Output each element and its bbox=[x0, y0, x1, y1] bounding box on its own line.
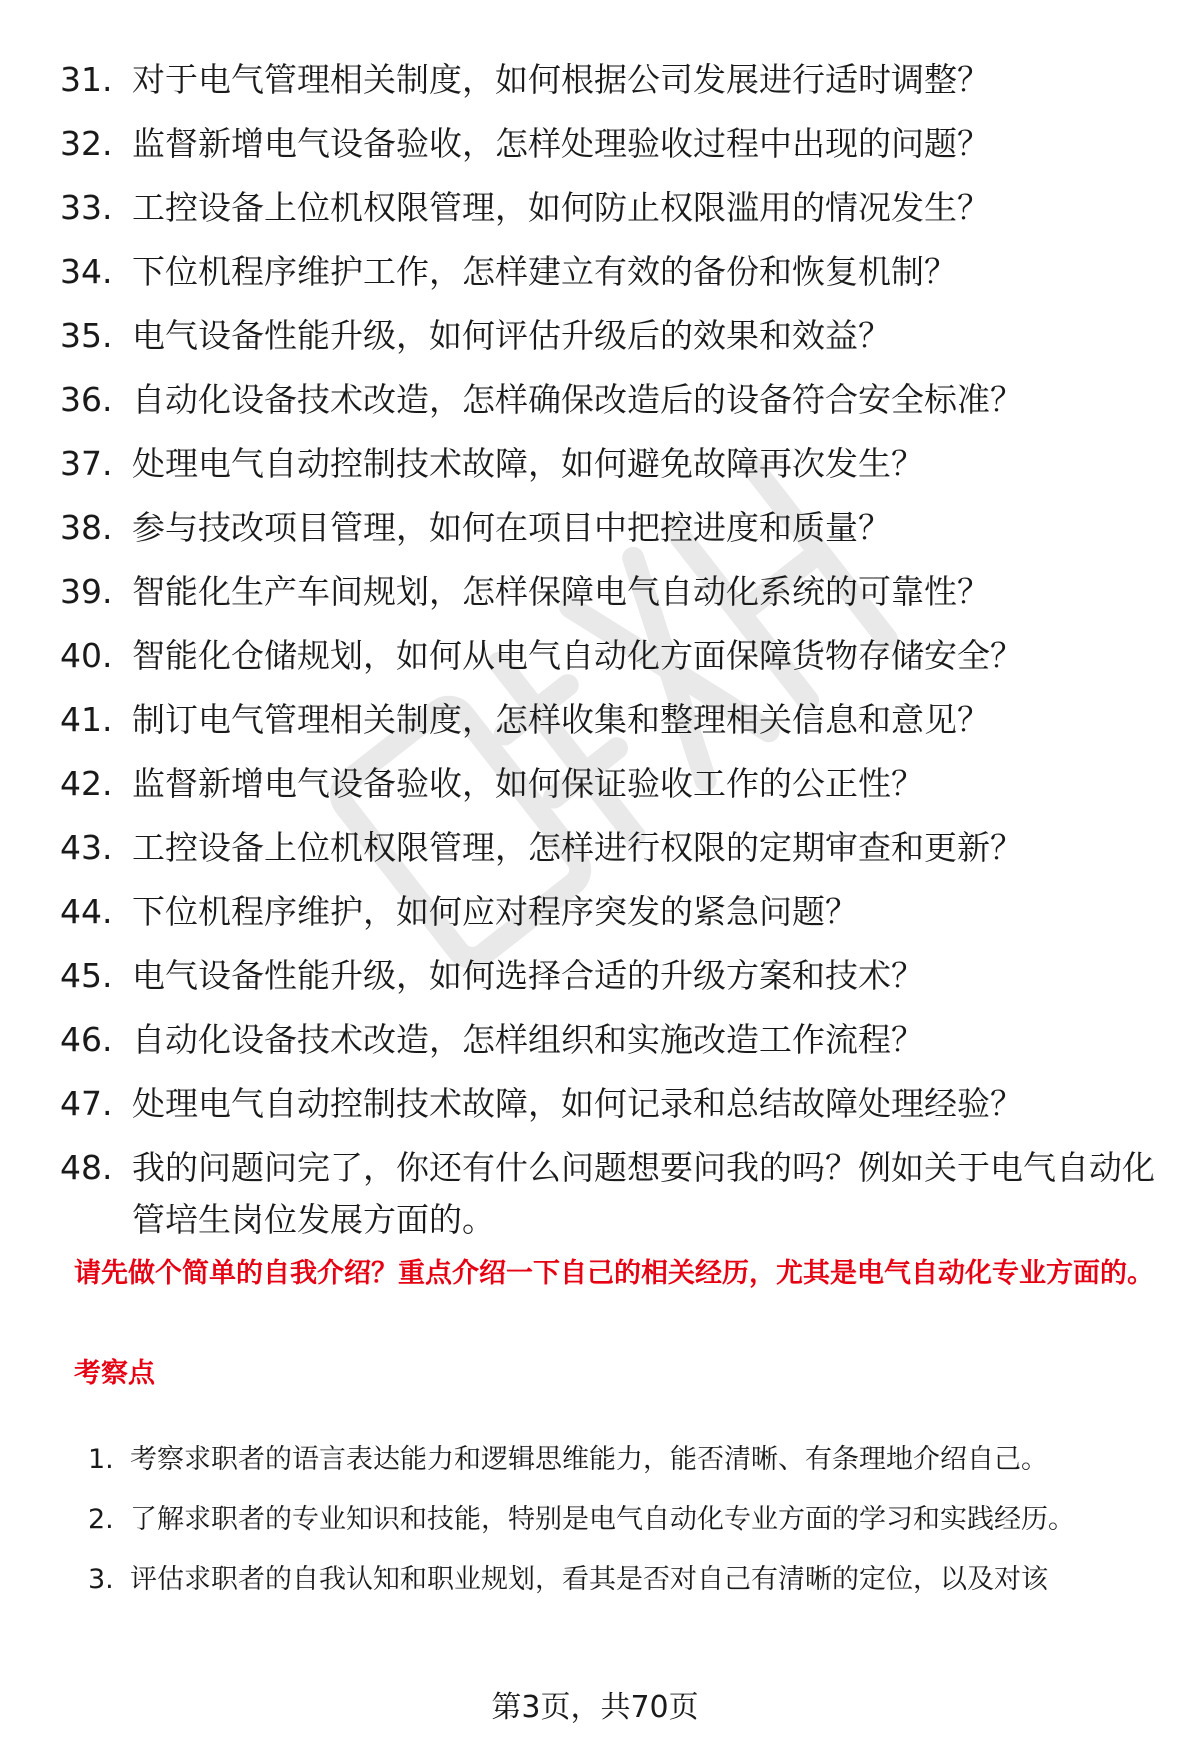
list-item-text: 工控设备上位机权限管理，怎样进行权限的定期审查和更新？ bbox=[132, 828, 1023, 867]
list-item-text: 监督新增电气设备验收，怎样处理验收过程中出现的问题？ bbox=[132, 124, 990, 163]
list-item-text: 自动化设备技术改造，怎样确保改造后的设备符合安全标准？ bbox=[132, 380, 1023, 419]
list-item-number: 45. bbox=[60, 956, 113, 995]
list-item bbox=[60, 304, 1160, 368]
section-subheading: 考察点 bbox=[74, 1358, 155, 1389]
page-number: 第3页，共70页 bbox=[491, 1690, 699, 1725]
list-item-number: 35. bbox=[60, 316, 113, 355]
list-item-text: 我的问题问完了，你还有什么问题想要问我的吗？例如关于电气自动化管培生岗位发展方面的。 bbox=[132, 1148, 1155, 1239]
question-heading: 请先做个简单的自我介绍？重点介绍一下自己的相关经历，尤其是电气自动化专业方面的。 bbox=[74, 1258, 1154, 1289]
list-item-number: 46. bbox=[60, 1020, 113, 1059]
list-item-number: 39. bbox=[60, 572, 113, 611]
list-item-text: 参与技改项目管理，如何在项目中把控进度和质量？ bbox=[132, 508, 891, 547]
list-item-text: 下位机程序维护，如何应对程序突发的紧急问题？ bbox=[132, 892, 858, 931]
list-item bbox=[60, 496, 1160, 560]
list-item-text: 工控设备上位机权限管理，如何防止权限滥用的情况发生？ bbox=[132, 188, 990, 227]
list-item-text: 智能化生产车间规划，怎样保障电气自动化系统的可靠性？ bbox=[132, 572, 990, 611]
list-item-text: 对于电气管理相关制度，如何根据公司发展进行适时调整？ bbox=[132, 60, 990, 99]
list-item-text: 处理电气自动控制技术故障，如何记录和总结故障处理经验？ bbox=[132, 1084, 1023, 1123]
list-item-number: 3. bbox=[88, 1564, 114, 1595]
list-item-number: 40. bbox=[60, 636, 113, 675]
list-item bbox=[88, 1490, 1168, 1550]
list-item-number: 38. bbox=[60, 508, 113, 547]
list-item-text: 制订电气管理相关制度，怎样收集和整理相关信息和意见？ bbox=[132, 700, 990, 739]
list-item bbox=[60, 432, 1160, 496]
list-item-text: 考察求职者的语言表达能力和逻辑思维能力，能否清晰、有条理地介绍自己。 bbox=[130, 1444, 1048, 1475]
list-item-text: 电气设备性能升级，如何选择合适的升级方案和技术？ bbox=[132, 956, 924, 995]
list-item bbox=[60, 1142, 1160, 1246]
list-item-number: 33. bbox=[60, 188, 113, 227]
assessment-points-list bbox=[88, 1430, 1168, 1610]
list-item bbox=[60, 240, 1160, 304]
list-item bbox=[60, 880, 1160, 944]
question-list bbox=[60, 48, 1160, 1246]
list-item-text: 下位机程序维护工作，怎样建立有效的备份和恢复机制？ bbox=[132, 252, 957, 291]
list-item bbox=[88, 1430, 1168, 1490]
list-item-number: 42. bbox=[60, 764, 113, 803]
list-item bbox=[60, 48, 1160, 112]
list-item bbox=[60, 176, 1160, 240]
list-item bbox=[60, 944, 1160, 1008]
list-item-number: 37. bbox=[60, 444, 113, 483]
list-item-number: 32. bbox=[60, 124, 113, 163]
list-item bbox=[60, 560, 1160, 624]
list-item-text: 智能化仓储规划，如何从电气自动化方面保障货物存储安全？ bbox=[132, 636, 1023, 675]
list-item-number: 34. bbox=[60, 252, 113, 291]
list-item-text: 自动化设备技术改造，怎样组织和实施改造工作流程？ bbox=[132, 1020, 924, 1059]
list-item bbox=[60, 1008, 1160, 1072]
list-item-number: 2. bbox=[88, 1504, 114, 1535]
list-item-number: 43. bbox=[60, 828, 113, 867]
list-item-number: 31. bbox=[60, 60, 113, 99]
list-item-number: 48. bbox=[60, 1148, 113, 1187]
list-item bbox=[60, 1072, 1160, 1136]
list-item bbox=[60, 752, 1160, 816]
list-item-text: 评估求职者的自我认知和职业规划，看其是否对自己有清晰的定位，以及对该 bbox=[130, 1564, 1048, 1595]
list-item-number: 36. bbox=[60, 380, 113, 419]
list-item bbox=[60, 816, 1160, 880]
list-item bbox=[88, 1550, 1168, 1610]
list-item-text: 监督新增电气设备验收，如何保证验收工作的公正性？ bbox=[132, 764, 924, 803]
list-item bbox=[60, 368, 1160, 432]
list-item-number: 1. bbox=[88, 1444, 114, 1475]
list-item-number: 41. bbox=[60, 700, 113, 739]
list-item-number: 47. bbox=[60, 1084, 113, 1123]
list-item-number: 44. bbox=[60, 892, 113, 931]
list-item bbox=[60, 624, 1160, 688]
list-item bbox=[60, 112, 1160, 176]
list-item-text: 电气设备性能升级，如何评估升级后的效果和效益？ bbox=[132, 316, 891, 355]
list-item-text: 了解求职者的专业知识和技能，特别是电气自动化专业方面的学习和实践经历。 bbox=[130, 1504, 1075, 1535]
list-item bbox=[60, 688, 1160, 752]
list-item-text: 处理电气自动控制技术故障，如何避免故障再次发生？ bbox=[132, 444, 924, 483]
